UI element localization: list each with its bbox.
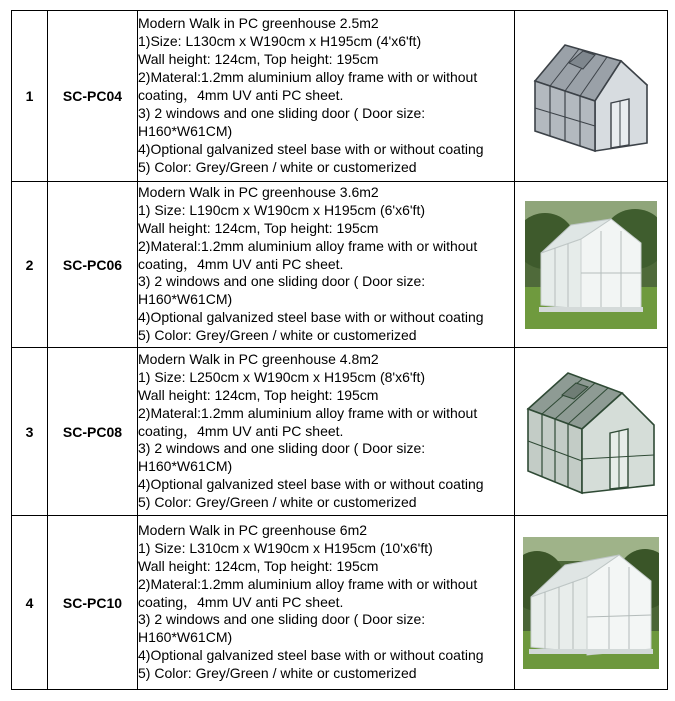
row-index: 2 — [12, 182, 48, 348]
description-line: coating，4mm UV anti PC sheet. — [138, 255, 344, 272]
description-line: 3) 2 windows and one sliding door ( Door size: — [138, 104, 426, 121]
description-line: 1) Size: L190cm x W190cm x H195cm (6'x6'ft) — [138, 201, 425, 218]
description-line: 3) 2 windows and one sliding door ( Door size: — [138, 273, 426, 290]
description-line: Modern Walk in PC greenhouse 3.6m2 — [138, 183, 379, 200]
product-description — [138, 182, 515, 348]
description-line: 2)Materal:1.2mm aluminium alloy frame with or without — [138, 404, 478, 421]
description-line: 4)Optional galvanized steel base with or without coating — [138, 309, 484, 326]
description-line: Wall height: 124cm, Top height: 195cm — [138, 219, 379, 236]
description-line: 1) Size: L250cm x W190cm x H195cm (8'x6'ft) — [138, 368, 425, 385]
greenhouse-grey-photo — [525, 33, 657, 159]
description-line: H160*W61CM) — [138, 458, 233, 475]
row-index: 4 — [12, 516, 48, 690]
greenhouse-green-photo — [524, 367, 658, 497]
description-line: 1)Size: L130cm x W190cm x H195cm (4'x6'ft) — [138, 33, 422, 50]
description-line: 5) Color: Grey/Green / white or customerized — [138, 158, 417, 175]
product-spec-table — [11, 10, 668, 690]
description-line: H160*W61CM) — [138, 629, 233, 646]
description-line: 4)Optional galvanized steel base with or without coating — [138, 140, 484, 157]
description-line: 2)Materal:1.2mm aluminium alloy frame with or without — [138, 237, 478, 254]
product-code: SC-PC04 — [48, 11, 138, 182]
greenhouse-large-photo — [523, 537, 659, 669]
description-line: Modern Walk in PC greenhouse 4.8m2 — [138, 350, 379, 367]
description-line: coating，4mm UV anti PC sheet. — [138, 422, 344, 439]
description-line: Wall height: 124cm, Top height: 195cm — [138, 51, 379, 68]
description-line: 5) Color: Grey/Green / white or customerized — [138, 494, 417, 511]
description-line: 1) Size: L310cm x W190cm x H195cm (10'x6'ft) — [138, 539, 433, 556]
product-code: SC-PC08 — [48, 348, 138, 516]
product-photo-cell — [515, 348, 668, 516]
table-row — [12, 11, 668, 182]
description-line: 5) Color: Grey/Green / white or customerized — [138, 327, 417, 344]
description-line: 4)Optional galvanized steel base with or without coating — [138, 647, 484, 664]
description-line: H160*W61CM) — [138, 122, 233, 139]
description-line: coating，4mm UV anti PC sheet. — [138, 593, 344, 610]
product-photo-cell — [515, 11, 668, 182]
description-line: Wall height: 124cm, Top height: 195cm — [138, 386, 379, 403]
product-photo-cell — [515, 182, 668, 348]
product-description — [138, 11, 515, 182]
product-photo-cell — [515, 516, 668, 690]
description-line: 2)Materal:1.2mm aluminium alloy frame with or without — [138, 69, 478, 86]
table-row — [12, 348, 668, 516]
product-code: SC-PC06 — [48, 182, 138, 348]
description-line: 3) 2 windows and one sliding door ( Door size: — [138, 611, 426, 628]
description-line: coating，4mm UV anti PC sheet. — [138, 87, 344, 104]
product-code: SC-PC10 — [48, 516, 138, 690]
greenhouse-white-photo — [525, 201, 657, 329]
table-row — [12, 182, 668, 348]
description-line: Modern Walk in PC greenhouse 2.5m2 — [138, 15, 379, 32]
product-description — [138, 348, 515, 516]
description-line: 2)Materal:1.2mm aluminium alloy frame with or without — [138, 575, 478, 592]
description-line: 3) 2 windows and one sliding door ( Door size: — [138, 440, 426, 457]
table-row — [12, 516, 668, 690]
description-line: Modern Walk in PC greenhouse 6m2 — [138, 521, 368, 538]
description-line: 4)Optional galvanized steel base with or without coating — [138, 476, 484, 493]
row-index: 3 — [12, 348, 48, 516]
description-line: Wall height: 124cm, Top height: 195cm — [138, 557, 379, 574]
description-line: H160*W61CM) — [138, 291, 233, 308]
row-index: 1 — [12, 11, 48, 182]
description-line: 5) Color: Grey/Green / white or customerized — [138, 665, 417, 682]
product-description — [138, 516, 515, 690]
